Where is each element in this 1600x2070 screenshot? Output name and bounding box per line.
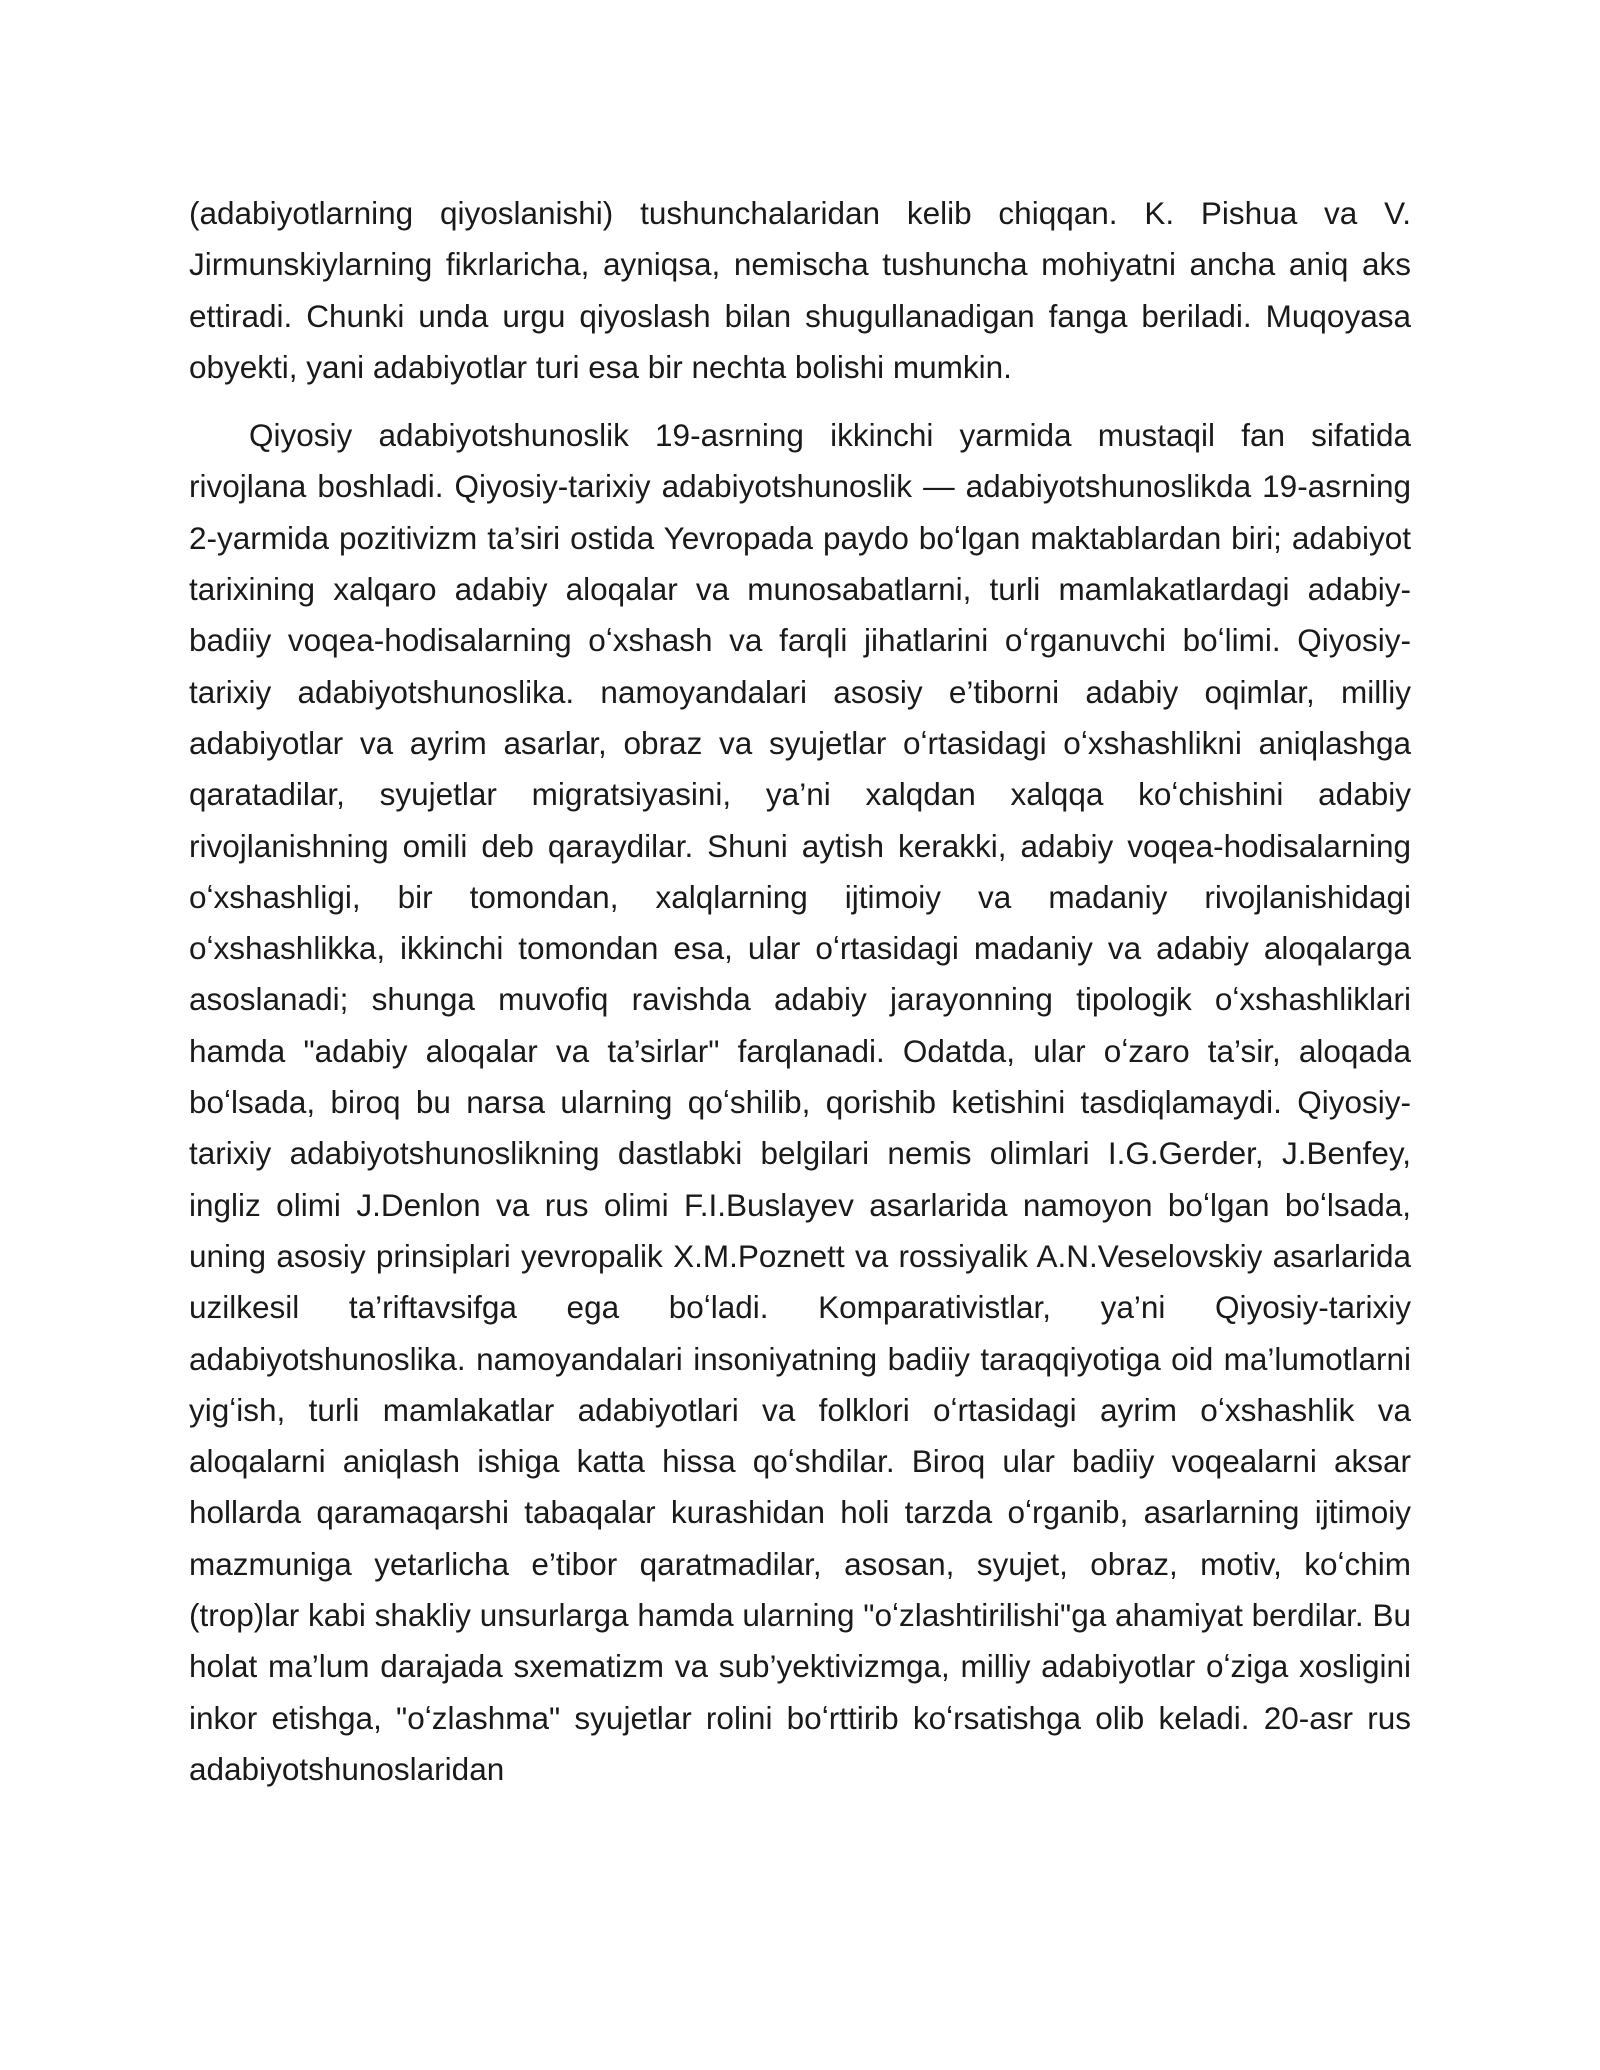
document-page bbox=[189, 188, 1411, 1795]
paragraph-continuation: (adabiyotlarning qiyoslanishi) tushunchalaridan kelib chiqqan. K. Pishua va V. Jirmunskiylarning fikrlaricha, ayniqsa, nemischa tushuncha mohiyatni ancha aniq aks ettiradi. Chunki unda urgu qiyoslash bilan shugullanadigan fanga beriladi. Muqoyasa obyekti, yani adabiyotlar turi esa bir nechta bolishi mumkin. bbox=[189, 195, 1411, 385]
paragraph-comparative-literature: Qiyosiy adabiyotshunoslik 19-asrning ikkinchi yarmida mustaqil fan sifatida rivojlana boshladi. Qiyosiy-tarixiy adabiyotshunoslik — adabiyotshunoslikda 19-asrning 2-yarmida pozitivizm ta’siri ostida Yevropada paydo boʻlgan maktablardan biri; adabiyot tarixining xalqaro adabiy aloqalar va munosabatlarni, turli mamlakatlardagi adabiy-badiiy voqea-hodisalarning oʻxshash va farqli jihatlarini oʻrganuvchi boʻlimi. Qiyosiy-tarixiy adabiyotshunoslika. namoyandalari asosiy e’tiborni adabiy oqimlar, milliy adabiyotlar va ayrim asarlar, obraz va syujetlar oʻrtasidagi oʻxshashlikni aniqlashga qaratadilar, syujetlar migratsiyasini, ya’ni xalqdan xalqqa koʻchishini adabiy rivojlanishning omili deb qaraydilar. Shuni aytish kerakki, adabiy voqea-hodisalarning oʻxshashligi, bir tomondan, xalqlarning ijtimoiy va madaniy rivojlanishidagi oʻxshashlikka, ikkinchi tomondan esa, ular oʻrtasidagi madaniy va adabiy aloqalarga asoslanadi; shunga muvofiq ravishda adabiy jarayonning tipologik oʻxshashliklari hamda "adabiy aloqalar va ta’sirlar" farqlanadi. Odatda, ular oʻzaro ta’sir, aloqada boʻlsada, biroq bu narsa ularning qoʻshilib, qorishib ketishini tasdiqlamaydi. Qiyosiy-tarixiy adabiyotshunoslikning dastlabki belgilari nemis olimlari I.G.Gerder, J.Benfey, ingliz olimi J.Denlon va rus olimi F.I.Buslayev asarlarida namoyon boʻlgan boʻlsada, uning asosiy prinsiplari yevropalik X.M.Poznett va rossiyalik A.N.Veselovskiy asarlarida uzilkesil ta’riftavsifga ega boʻladi. Komparativistlar, ya’ni Qiyosiy-tarixiy adabiyotshunoslika. namoyandalari insoniyatning badiiy taraqqiyotiga oid ma’lumotlarni yigʻish, turli mamlakatlar adabiyotlari va folklori oʻrtasidagi ayrim oʻxshashlik va aloqalarni aniqlash ishiga katta hissa qoʻshdilar. Biroq ular badiiy voqealarni aksar hollarda qaramaqarshi tabaqalar kurashidan holi tarzda oʻrganib, asarlarning ijtimoiy mazmuniga yetarlicha e’tibor qaratmadilar, asosan, syujet, obraz, motiv, koʻchim (trop)lar kabi shakliy unsurlarga hamda ularning "oʻzlashtirilishi"ga ahamiyat berdilar. Bu holat ma’lum darajada sxematizm va sub’yektivizmga, milliy adabiyotlar oʻziga xosligini inkor etishga, "oʻzlashma" syujetlar rolini boʻrttirib koʻrsatishga olib keladi. 20-asr rus adabiyotshunoslaridan bbox=[189, 417, 1411, 1787]
